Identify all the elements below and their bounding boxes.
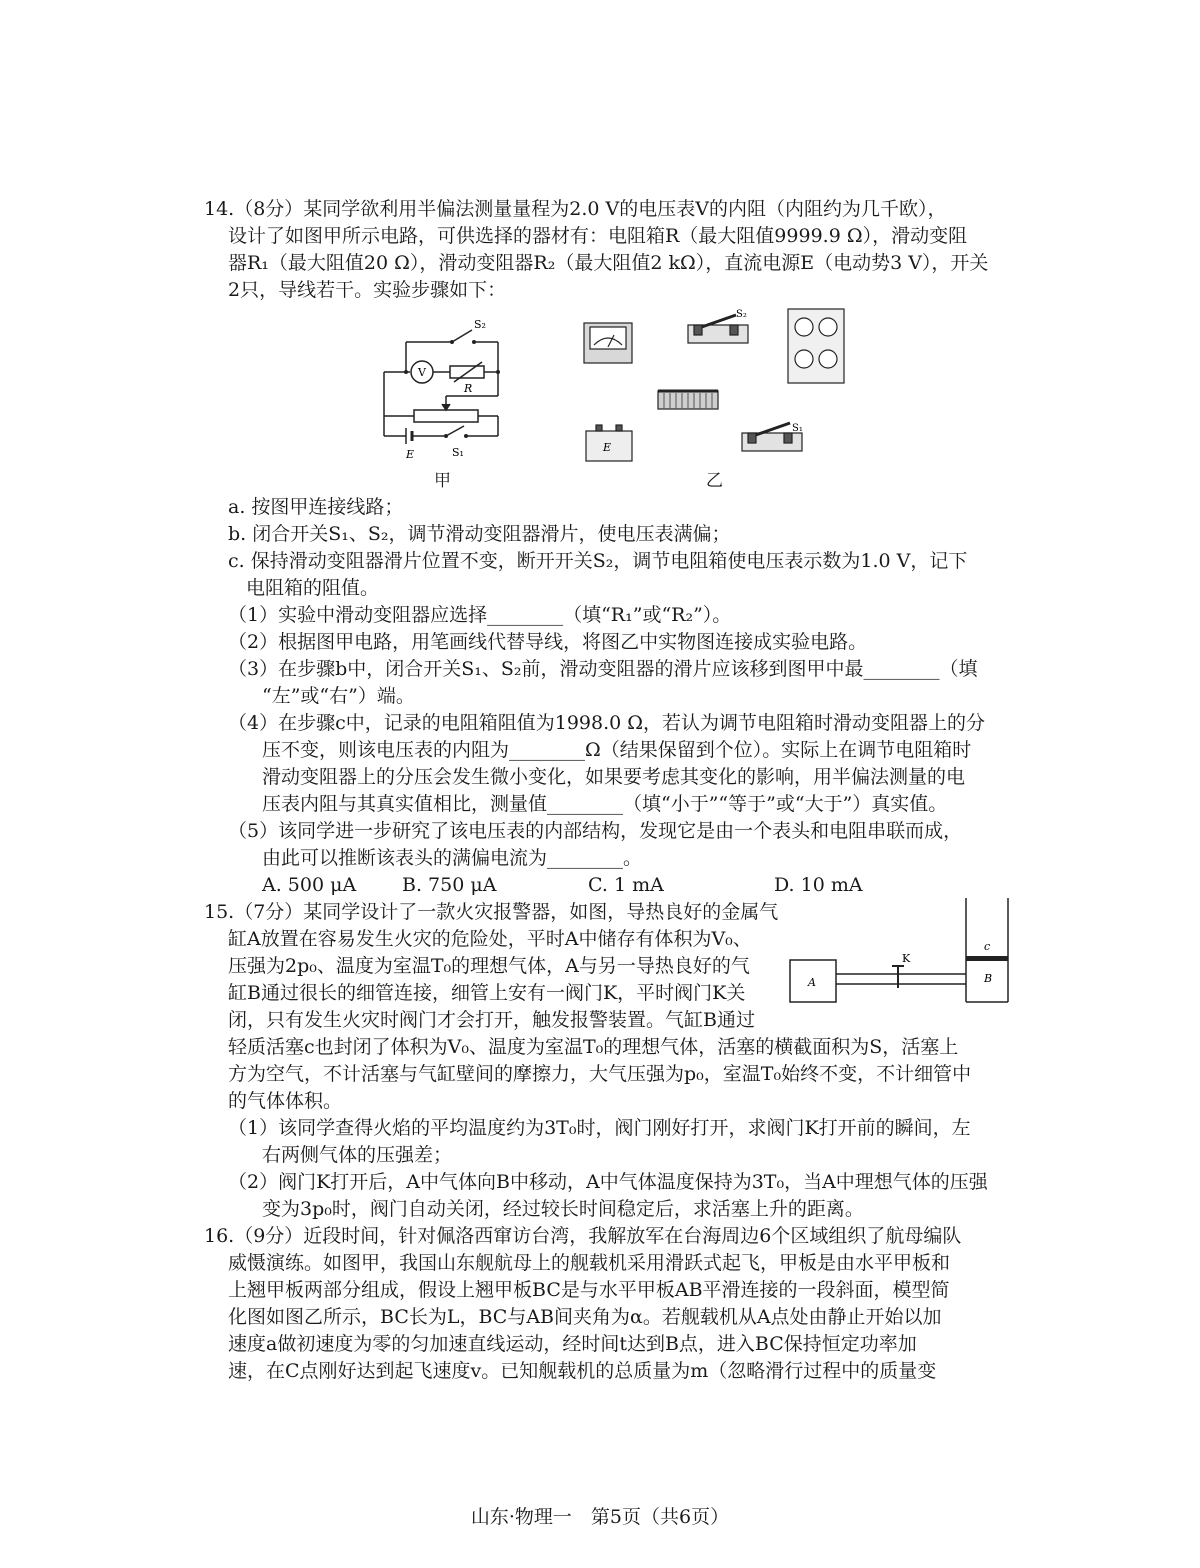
- label-s1: S₁: [452, 446, 464, 459]
- q14-question-5: （5）该同学进一步研究了该电压表的内部结构，发现它是由一个表头和电阻串联而成，: [228, 820, 963, 842]
- q14-question-1: （1）实验中滑动变阻器应选择________（填“R₁”或“R₂”）。: [228, 604, 732, 626]
- q15-line-6: 轻质活塞c也封闭了体积为V₀、温度为室温T₀的理想气体，活塞的横截面积为S，活塞上: [228, 1036, 959, 1058]
- q15-line-1: 15.（7分）某同学设计了一款火灾报警器，如图，导热良好的金属气: [204, 901, 779, 923]
- option-d: D. 10 mA: [774, 874, 863, 896]
- q14-question-4-cont3: 压表内阻与其真实值相比，测量值________（填“小于”“等于”或“大于”）真实值。: [262, 793, 948, 815]
- q16-line-6: 速，在C点刚好达到起飞速度v。已知舰载机的总质量为m（忽略滑行过程中的质量变: [228, 1360, 937, 1382]
- option-b: B. 750 μA: [402, 874, 497, 896]
- label-a: A: [808, 976, 816, 989]
- q14-line-2: 设计了如图甲所示电路，可供选择的器材有：电阻箱R（最大阻值9999.9 Ω），滑动变阻: [228, 225, 968, 247]
- q15-line-4: 缸B通过很长的细管连接，细管上安有一阀门K，平时阀门K关: [228, 982, 746, 1004]
- label-battery: E: [603, 441, 612, 454]
- q15-line-8: 的气体体积。: [228, 1090, 343, 1112]
- q15-line-7: 方为空气，不计活塞与气缸壁间的摩擦力，大气压强为p₀，室温T₀始终不变，不计细管中: [228, 1063, 972, 1085]
- q14-line-1: 14.（8分）某同学欲利用半偏法测量量程为2.0 V的电压表V的内阻（内阻约为几千欧），: [204, 198, 947, 220]
- q14-step-c: c. 保持滑动变阻器滑片位置不变，断开开关S₂，调节电阻箱使电压表示数为1.0 V，记下: [228, 550, 968, 572]
- label-switch-s2: S₂: [736, 309, 747, 320]
- label-c: c: [984, 940, 991, 953]
- q14-question-4-cont1: 压不变，则该电压表的内阻为________Ω（结果保留到个位）。实际上在调节电阻箱时: [262, 739, 972, 761]
- q16-line-5: 速度a做初速度为零的匀加速直线运动，经时间t达到B点，进入BC保持恒定功率加: [228, 1333, 917, 1355]
- q14-step-a: a. 按图甲连接线路；: [228, 496, 404, 518]
- q15-question-2-cont: 变为3p₀时，阀门自动关闭，经过较长时间稳定后，求活塞上升的距离。: [262, 1198, 864, 1220]
- q15-question-1: （1）该同学查得火焰的平均温度约为3T₀时，阀门刚好打开，求阀门K打开前的瞬间，左: [228, 1117, 971, 1139]
- q14-options: [262, 872, 863, 898]
- q16-line-2: 威慑演练。如图甲，我国山东舰航母上的舰载机采用滑跃式起飞，甲板是由水平甲板和: [228, 1252, 951, 1274]
- label-switch-s1: S₁: [792, 423, 803, 434]
- caption-jia: 甲: [434, 471, 451, 491]
- q15-question-1-cont: 右两侧气体的压强差；: [262, 1144, 453, 1166]
- q16-line-3: 上翘甲板两部分组成，假设上翘甲板BC是与水平甲板AB平滑连接的一段斜面，模型简: [228, 1279, 950, 1301]
- q14-step-b: b. 闭合开关S₁、S₂，调节滑动变阻器滑片，使电压表满偏；: [228, 523, 731, 545]
- label-b: B: [984, 972, 993, 985]
- piston-c: [966, 956, 1008, 961]
- q14-line-4: 2只，导线若干。实验步骤如下：: [228, 279, 507, 301]
- label-r: R: [464, 382, 473, 395]
- label-v: V: [418, 366, 426, 379]
- q14-step-c-cont: 电阻箱的阻值。: [246, 577, 380, 599]
- resistance-box-icon: [788, 309, 844, 383]
- option-a: A. 500 μA: [262, 874, 357, 896]
- q16-line-1: 16.（9分）近段时间，针对佩洛西窜访台湾，我解放军在台海周边6个区域组织了航母编队: [204, 1225, 962, 1247]
- page-footer: 山东·物理一 第5页（共6页）: [470, 1506, 730, 1528]
- label-s2: S₂: [474, 318, 486, 331]
- q14-question-3-cont: “左”或“右”）端。: [262, 685, 415, 707]
- q14-question-2: （2）根据图甲电路，用笔画线代替导线，将图乙中实物图连接成实验电路。: [228, 631, 868, 653]
- circuit-diagram-jia: [370, 312, 530, 472]
- option-c: C. 1 mA: [588, 874, 664, 896]
- equipment-diagram-yi: [576, 305, 846, 473]
- gas-cylinder-diagram: [788, 896, 1014, 1008]
- q14-question-4-cont2: 滑动变阻器上的分压会发生微小变化，如果要考虑其变化的影响，用半偏法测量的电: [262, 766, 966, 788]
- label-e: E: [406, 448, 415, 461]
- q14-question-4: （4）在步骤c中，记录的电阻箱阻值为1998.0 Ω，若认为调节电阻箱时滑动变阻器上的分: [228, 712, 986, 734]
- q15-question-2: （2）阀门K打开后，A中气体向B中移动，A中气体温度保持为3T₀，当A中理想气体的压强: [228, 1171, 988, 1193]
- q16-line-4: 化图如图乙所示，BC长为L，BC与AB间夹角为α。若舰载机从A点处由静止开始以加: [228, 1306, 942, 1328]
- q15-line-2: 缸A放置在容易发生火灾的危险处，平时A中储存有体积为V₀、: [228, 928, 752, 950]
- q14-question-3: （3）在步骤b中，闭合开关S₁、S₂前，滑动变阻器的滑片应该移到图甲中最________（填: [228, 658, 978, 680]
- caption-yi: 乙: [706, 471, 723, 491]
- label-k: K: [902, 952, 911, 965]
- q15-line-5: 闭，只有发生火灾时阀门才会打开，触发报警装置。气缸B通过: [228, 1009, 755, 1031]
- q14-line-3: 器R₁（最大阻值20 Ω），滑动变阻器R₂（最大阻值2 kΩ），直流电源E（电动势3 V），开关: [228, 252, 989, 274]
- q14-question-5-cont: 由此可以推断该表头的满偏电流为________。: [262, 847, 643, 869]
- q15-line-3: 压强为2p₀、温度为室温T₀的理想气体，A与另一导热良好的气: [228, 955, 750, 977]
